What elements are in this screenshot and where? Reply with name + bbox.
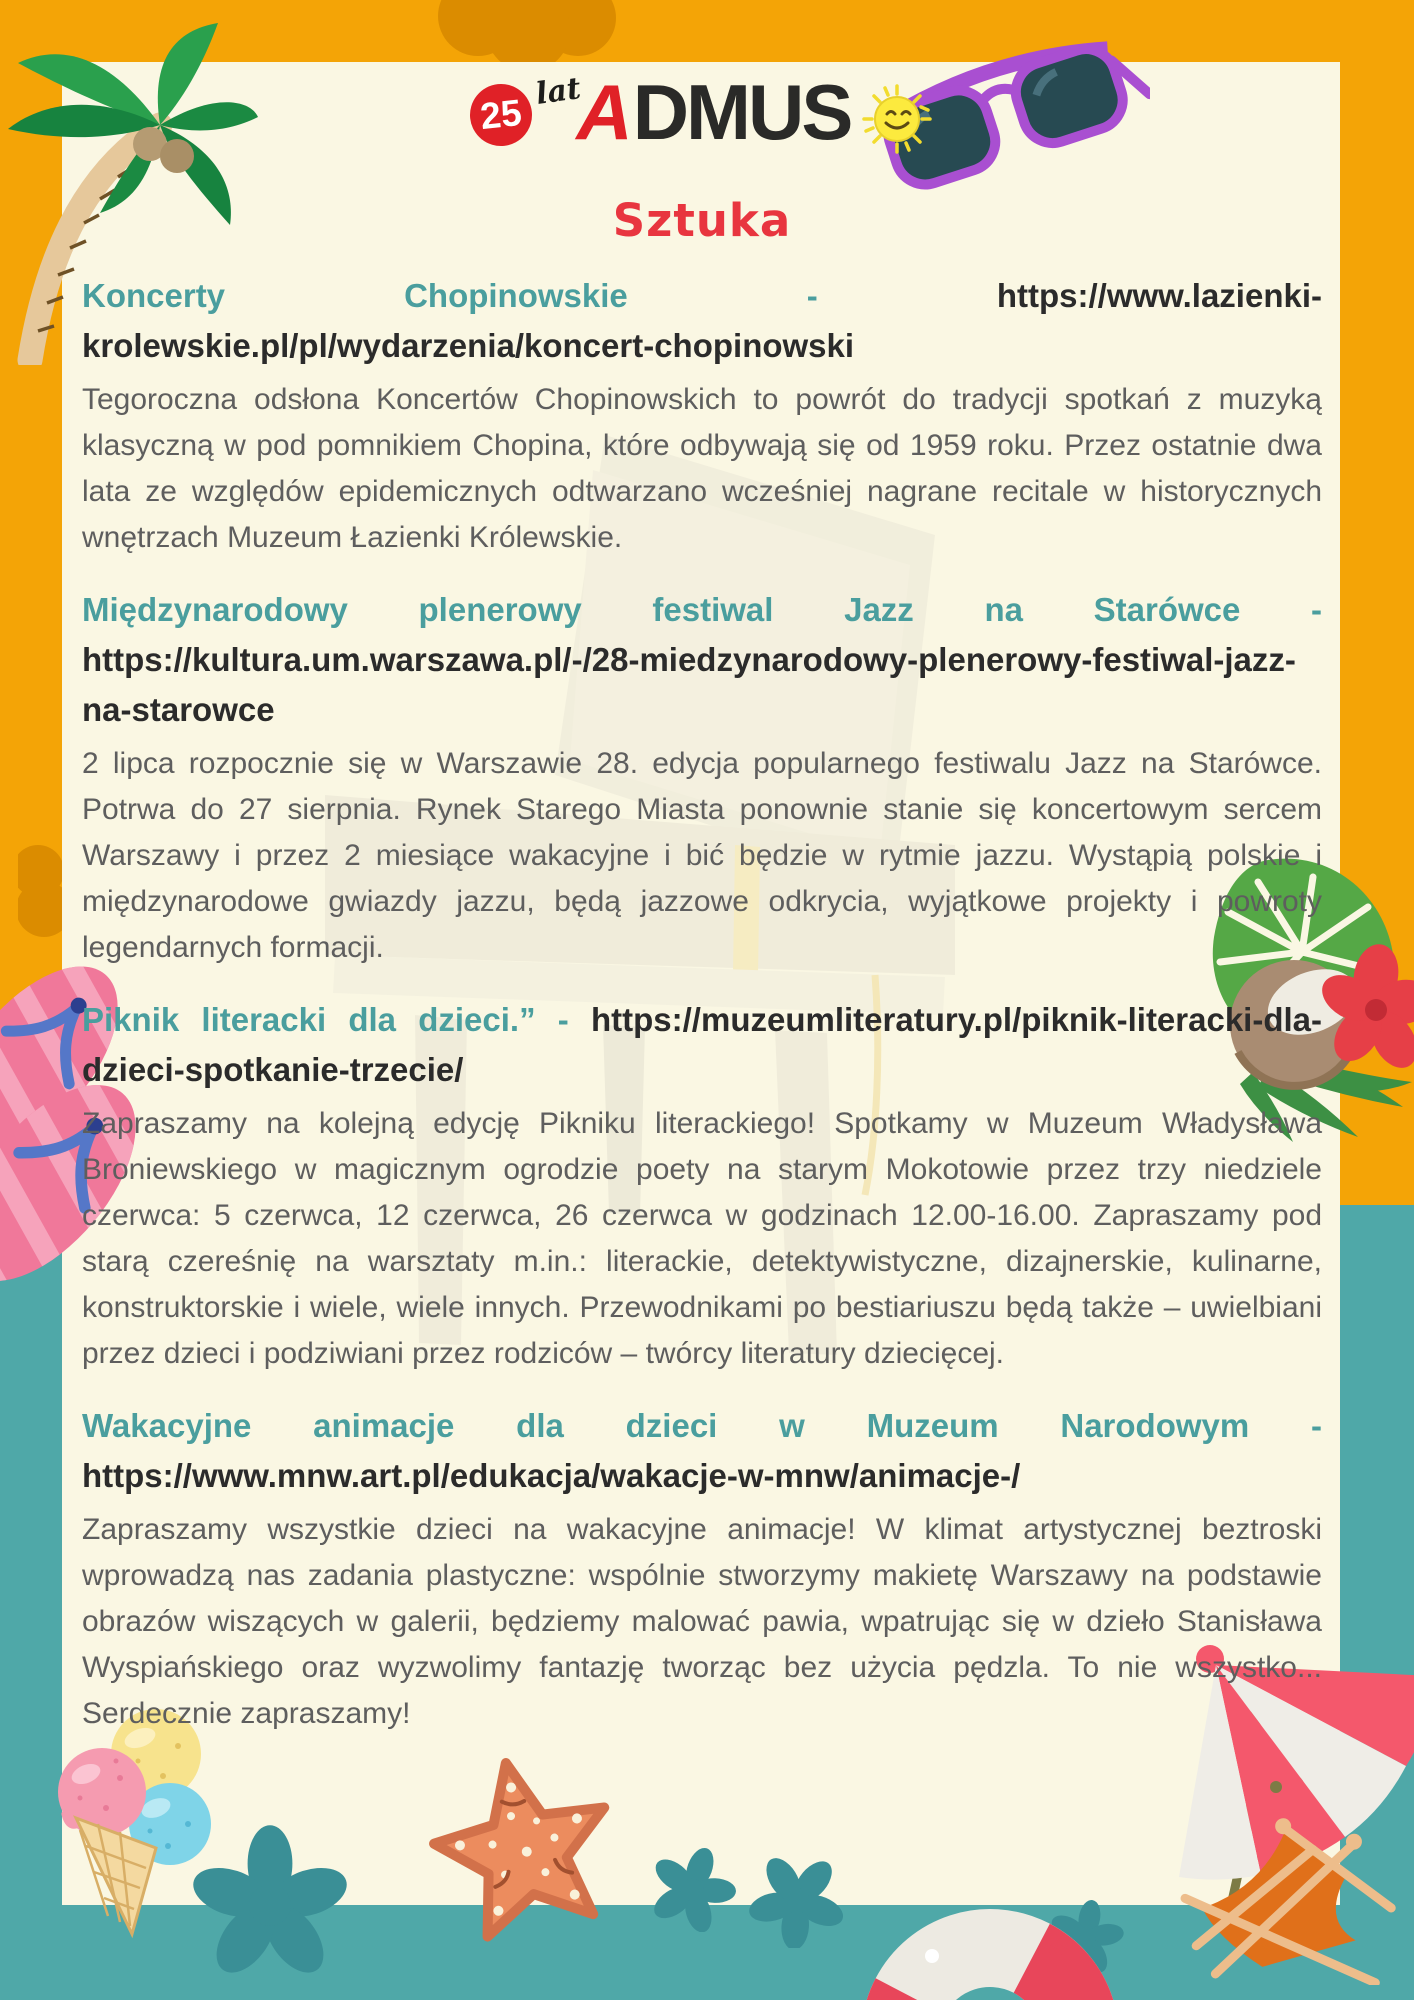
- lifebuoy-icon: [850, 1898, 1136, 2000]
- teal-flower-icon: [748, 1850, 846, 1948]
- section-title: Wakacyjne animacje dla dzieci w Muzeum Narodowym -: [82, 1407, 1322, 1444]
- content-text: [62, 62, 1340, 1737]
- section-title: Międzynarodowy plenerowy festiwal Jazz na Starówce -: [82, 591, 1322, 628]
- logo-25-badge: [467, 81, 535, 149]
- section-url-link[interactable]: https://www.lazienki-krolewskie.pl/pl/wydarzenia/koncert-chopinowski: [82, 277, 1322, 364]
- logo: [82, 68, 1322, 160]
- teal-flower-icon: [648, 1844, 736, 1932]
- section-piknik-literacki: [82, 995, 1322, 1377]
- deck-chair-icon: [1172, 1805, 1402, 1985]
- section-url-link[interactable]: https://www.mnw.art.pl/edukacja/wakacje-w-mnw/animacje-/: [82, 1457, 1021, 1494]
- section-wakacyjne-animacje: [82, 1401, 1322, 1737]
- section-festiwal-jazz: [82, 585, 1322, 971]
- section-body: Zapraszamy wszystkie dzieci na wakacyjne animacje! W klimat artystycznej beztroski wprowadzą nas zadania plastyczne: wspólnie stworzymy makietę Warszawy na podstawie obrazów wiszących w galerii, będziemy malować pawia, wpatrując się w dzieło Stanisława Wyspiańskiego oraz wyzwolimy fantazję tworząc bez użycia pędzla. To nie wszystko... Serdecznie zapraszamy!: [82, 1513, 1322, 1730]
- section-body: 2 lipca rozpocznie się w Warszawie 28. edycja popularnego festiwalu Jazz na Starówce. Potrwa do 27 sierpnia. Rynek Starego Miasta ponownie stanie się koncertowym sercem Warszawy i przez 2 miesiące wakacyjne i bić będzie w rytmie jazzu. Wystąpią polskie i międzynarodowe gwiazdy jazzu, będą jazzowe odkrycia, wyjątkowe projekty i powroty legendarnych formacji.: [82, 747, 1322, 964]
- section-url-link[interactable]: https://kultura.um.warszawa.pl/-/28-miedzynarodowy-plenerowy-festiwal-jazz-na-starowce: [82, 641, 1296, 728]
- section-title: Piknik literacki dla dzieci.” -: [82, 1001, 569, 1038]
- section-body: Zapraszamy na kolejną edycję Pikniku literackiego! Spotkamy w Muzeum Władysława Broniewskiego w magicznym ogrodzie poety na starym Mokotowie przez trzy niedziele czerwca: 5 czerwca, 12 czerwca, 26 czerwca w godzinach 12.00-16.00. Zapraszamy pod starą czereśnię na warsztaty m.in.: literackie, detektywistyczne, dizajnerskie, kulinarne, konstruktorskie i wiele, wiele innych. Przewodnikami po bestiariuszu będą także – uwielbiani przez dzieci i podziwiani przez rodziców – twórcy literatury dziecięcej.: [82, 1107, 1322, 1370]
- teal-flower-icon: [190, 1822, 350, 1982]
- section-title: Koncerty Chopinowskie -: [82, 277, 818, 314]
- smiling-sun-icon: [860, 82, 934, 156]
- logo-years: 25: [477, 91, 524, 138]
- logo-brand-name: DMUS: [632, 68, 851, 156]
- section-url-link[interactable]: https://muzeumliteratury.pl/piknik-literacki-dla-dzieci-spotkanie-trzecie/: [82, 1001, 1323, 1088]
- section-koncerty-chopinowskie: [82, 271, 1322, 561]
- logo-years-suffix: lat: [533, 71, 583, 112]
- section-body: Tegoroczna odsłona Koncertów Chopinowskich to powrót do tradycji spotkań z muzyką klasyczną w pod pomnikiem Chopina, które odbywają się od 1959 roku. Przez ostatnie dwa lata ze względów epidemicznych odtwarzano wcześniej nagrane recitale w historycznych wnętrzach Muzeum Łazienki Królewskie.: [82, 383, 1322, 554]
- starfish-icon: [405, 1730, 644, 1977]
- page-title: Sztuka: [612, 194, 792, 247]
- logo-brand-initial: A: [576, 68, 633, 156]
